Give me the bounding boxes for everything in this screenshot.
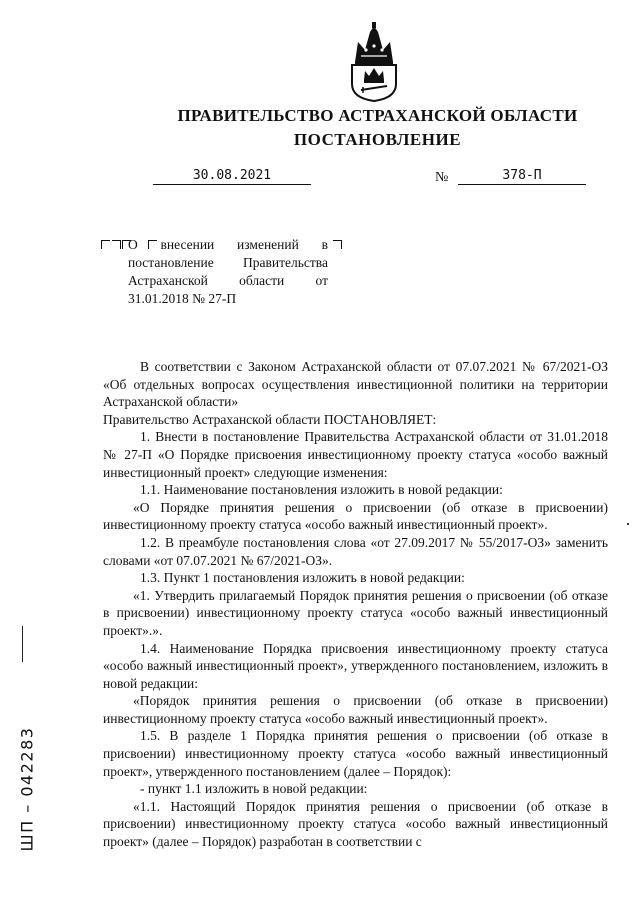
corner-mark	[333, 240, 342, 249]
document-date: 30.08.2021	[153, 168, 311, 185]
body-paragraph: «1.1. Настоящий Порядок принятия решения о присвоении (об отказе в присвоении) инвестиционному проекту статуса «особо важный инвестиционный проект» (далее – Порядок) разработан в соответствии с	[103, 798, 608, 850]
body-paragraph: 1.2. В преамбуле постановления слова «от 27.09.2017 № 55/2017-ОЗ» заменить словами «от 07.07.2021 № 67/2021-ОЗ».	[103, 534, 608, 568]
body-paragraph: 1. Внести в постановление Правительства Астраханской области от 31.01.2018 № 27-П «О Порядке присвоения инвестиционному проекту статуса «особо важный инвестиционный проект» следующие изменения:	[103, 429, 608, 480]
corner-mark	[101, 240, 110, 249]
body-paragraph: 1.1. Наименование постановления изложить в новой редакции:	[140, 482, 503, 498]
body-paragraph: - пункт 1.1 изложить в новой редакции:	[140, 781, 368, 797]
margin-line	[22, 626, 23, 662]
document-body	[103, 358, 608, 851]
body-paragraph: «Порядок принятия решения о присвоении (об отказе в присвоении) инвестиционному проекту статуса «особо важный инвестиционный проект».	[103, 693, 608, 726]
side-stamp	[7, 724, 47, 854]
corner-mark	[112, 240, 121, 249]
body-paragraph: «О Порядке принятия решения о присвоении (об отказе в присвоении) инвестиционному проекту статуса «особо важный инвестиционный проект».	[103, 499, 608, 533]
side-stamp-text: ШП – 042283	[17, 726, 37, 852]
document-number-label: №	[435, 170, 449, 185]
body-paragraph: 1.5. В разделе 1 Порядка принятия решения о присвоении (об отказе в присвоении) инвестиционному проекту статуса «особо важный инвестиционный проект», утвержденного постановлением (далее – Порядок):	[103, 728, 608, 779]
body-paragraph: В соответствии с Законом Астраханской области от 07.07.2021 № 67/2021-ОЗ «Об отдельных вопросах осуществления инвестиционной политики на территории Астраханской области»	[103, 359, 608, 410]
document-type-title: ПОСТАНОВЛЕНИЕ	[293, 130, 462, 149]
document-number: 378-П	[458, 168, 586, 185]
body-paragraph: Правительство Астраханской области ПОСТАНОВЛЯЕТ:	[103, 411, 437, 427]
scan-speck	[627, 523, 629, 525]
body-paragraph: 1.4. Наименование Порядка присвоения инвестиционному проекту статуса «особо важный инвестиционный проект», утвержденного постановлением, изложить в новой редакции:	[103, 640, 608, 691]
body-paragraph: «1. Утвердить прилагаемый Порядок принятия решения о присвоении (об отказе в присвоении) инвестиционному проекту статуса «особо важный инвестиционный проект».».	[103, 587, 608, 638]
body-paragraph: 1.3. Пункт 1 постановления изложить в новой редакции:	[140, 570, 465, 586]
document-subject: О внесении изменений в постановление Правительства Астраханской области от 31.01.2018 № 27-П	[128, 237, 328, 306]
government-title: ПРАВИТЕЛЬСТВО АСТРАХАНСКОЙ ОБЛАСТИ	[177, 106, 578, 125]
astrakhan-coat-of-arms-icon	[343, 22, 405, 102]
